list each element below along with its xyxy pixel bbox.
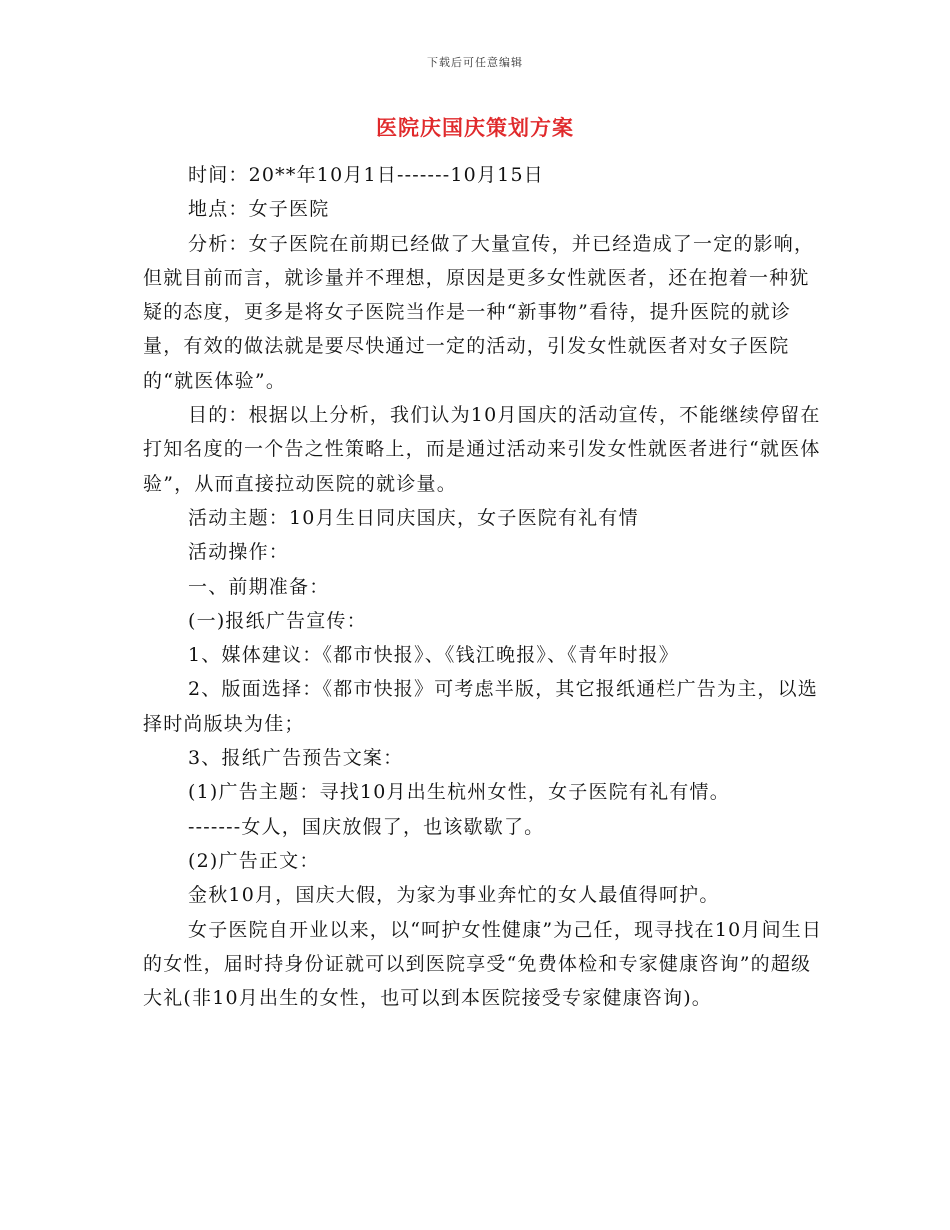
time-line: 时间：20**年10月1日-------10月15日 [188, 164, 544, 186]
list-item: 1、媒体建议：《都市快报》、《钱江晚报》、《青年时报》 [188, 644, 679, 667]
theme-line: 活动主题：10月生日同庆国庆，女子医院有礼有情 [188, 506, 639, 529]
ad-theme-line: (1)广告主题：寻找10月出生杭州女性，女子医院有礼有情。 [188, 781, 730, 804]
ad-body-label: (2)广告正文： [188, 849, 320, 872]
section-heading-1: 一、前期准备： [188, 575, 330, 598]
subsection-heading-1: (一)报纸广告宣传： [188, 609, 367, 632]
ad-body-paragraph: 女子医院自开业以来，以“呵护女性健康”为己任，现寻找在10月间生日的女性，届时持身份证就可以到医院享受“免费体检和专家健康咨询”的超级大礼(非10月出生的女性，也可以到本医院接受专家健康咨询)。 [143, 918, 823, 1010]
analysis-paragraph: 分析：女子医院在前期已经做了大量宣传，并已经造成了一定的影响，但就目前而言，就诊量并不理想，原因是更多女性就医者，还在抱着一种犹疑的态度，更多是将女子医院当作是一种“新事物”看待，提升医院的就诊量，有效的做法就是要尽快通过一定的活动，引发女性就医者对女子医院的“就医体验”。 [143, 232, 815, 392]
ad-body-paragraph: 金秋10月，国庆大假，为家为事业奔忙的女人最值得呵护。 [188, 884, 720, 907]
purpose-paragraph: 目的：根据以上分析，我们认为10月国庆的活动宣传，不能继续停留在打知名度的一个告之性策略上，而是通过活动来引发女性就医者进行“就医体验”，从而直接拉动医院的就诊量。 [143, 404, 821, 495]
document-body [143, 158, 823, 1015]
document-title: 医院庆国庆策划方案 [376, 115, 574, 140]
list-item: 3、报纸广告预告文案： [188, 747, 404, 770]
operation-heading: 活动操作： [188, 541, 290, 564]
header-note: 下载后可任意编辑 [427, 56, 523, 69]
ad-subtitle-line: -------女人，国庆放假了，也该歇歇了。 [188, 815, 545, 838]
place-line: 地点：女子医院 [188, 198, 330, 221]
list-item: 2、版面选择：《都市快报》可考虑半版，其它报纸通栏广告为主，以选择时尚版块为佳； [143, 678, 818, 735]
